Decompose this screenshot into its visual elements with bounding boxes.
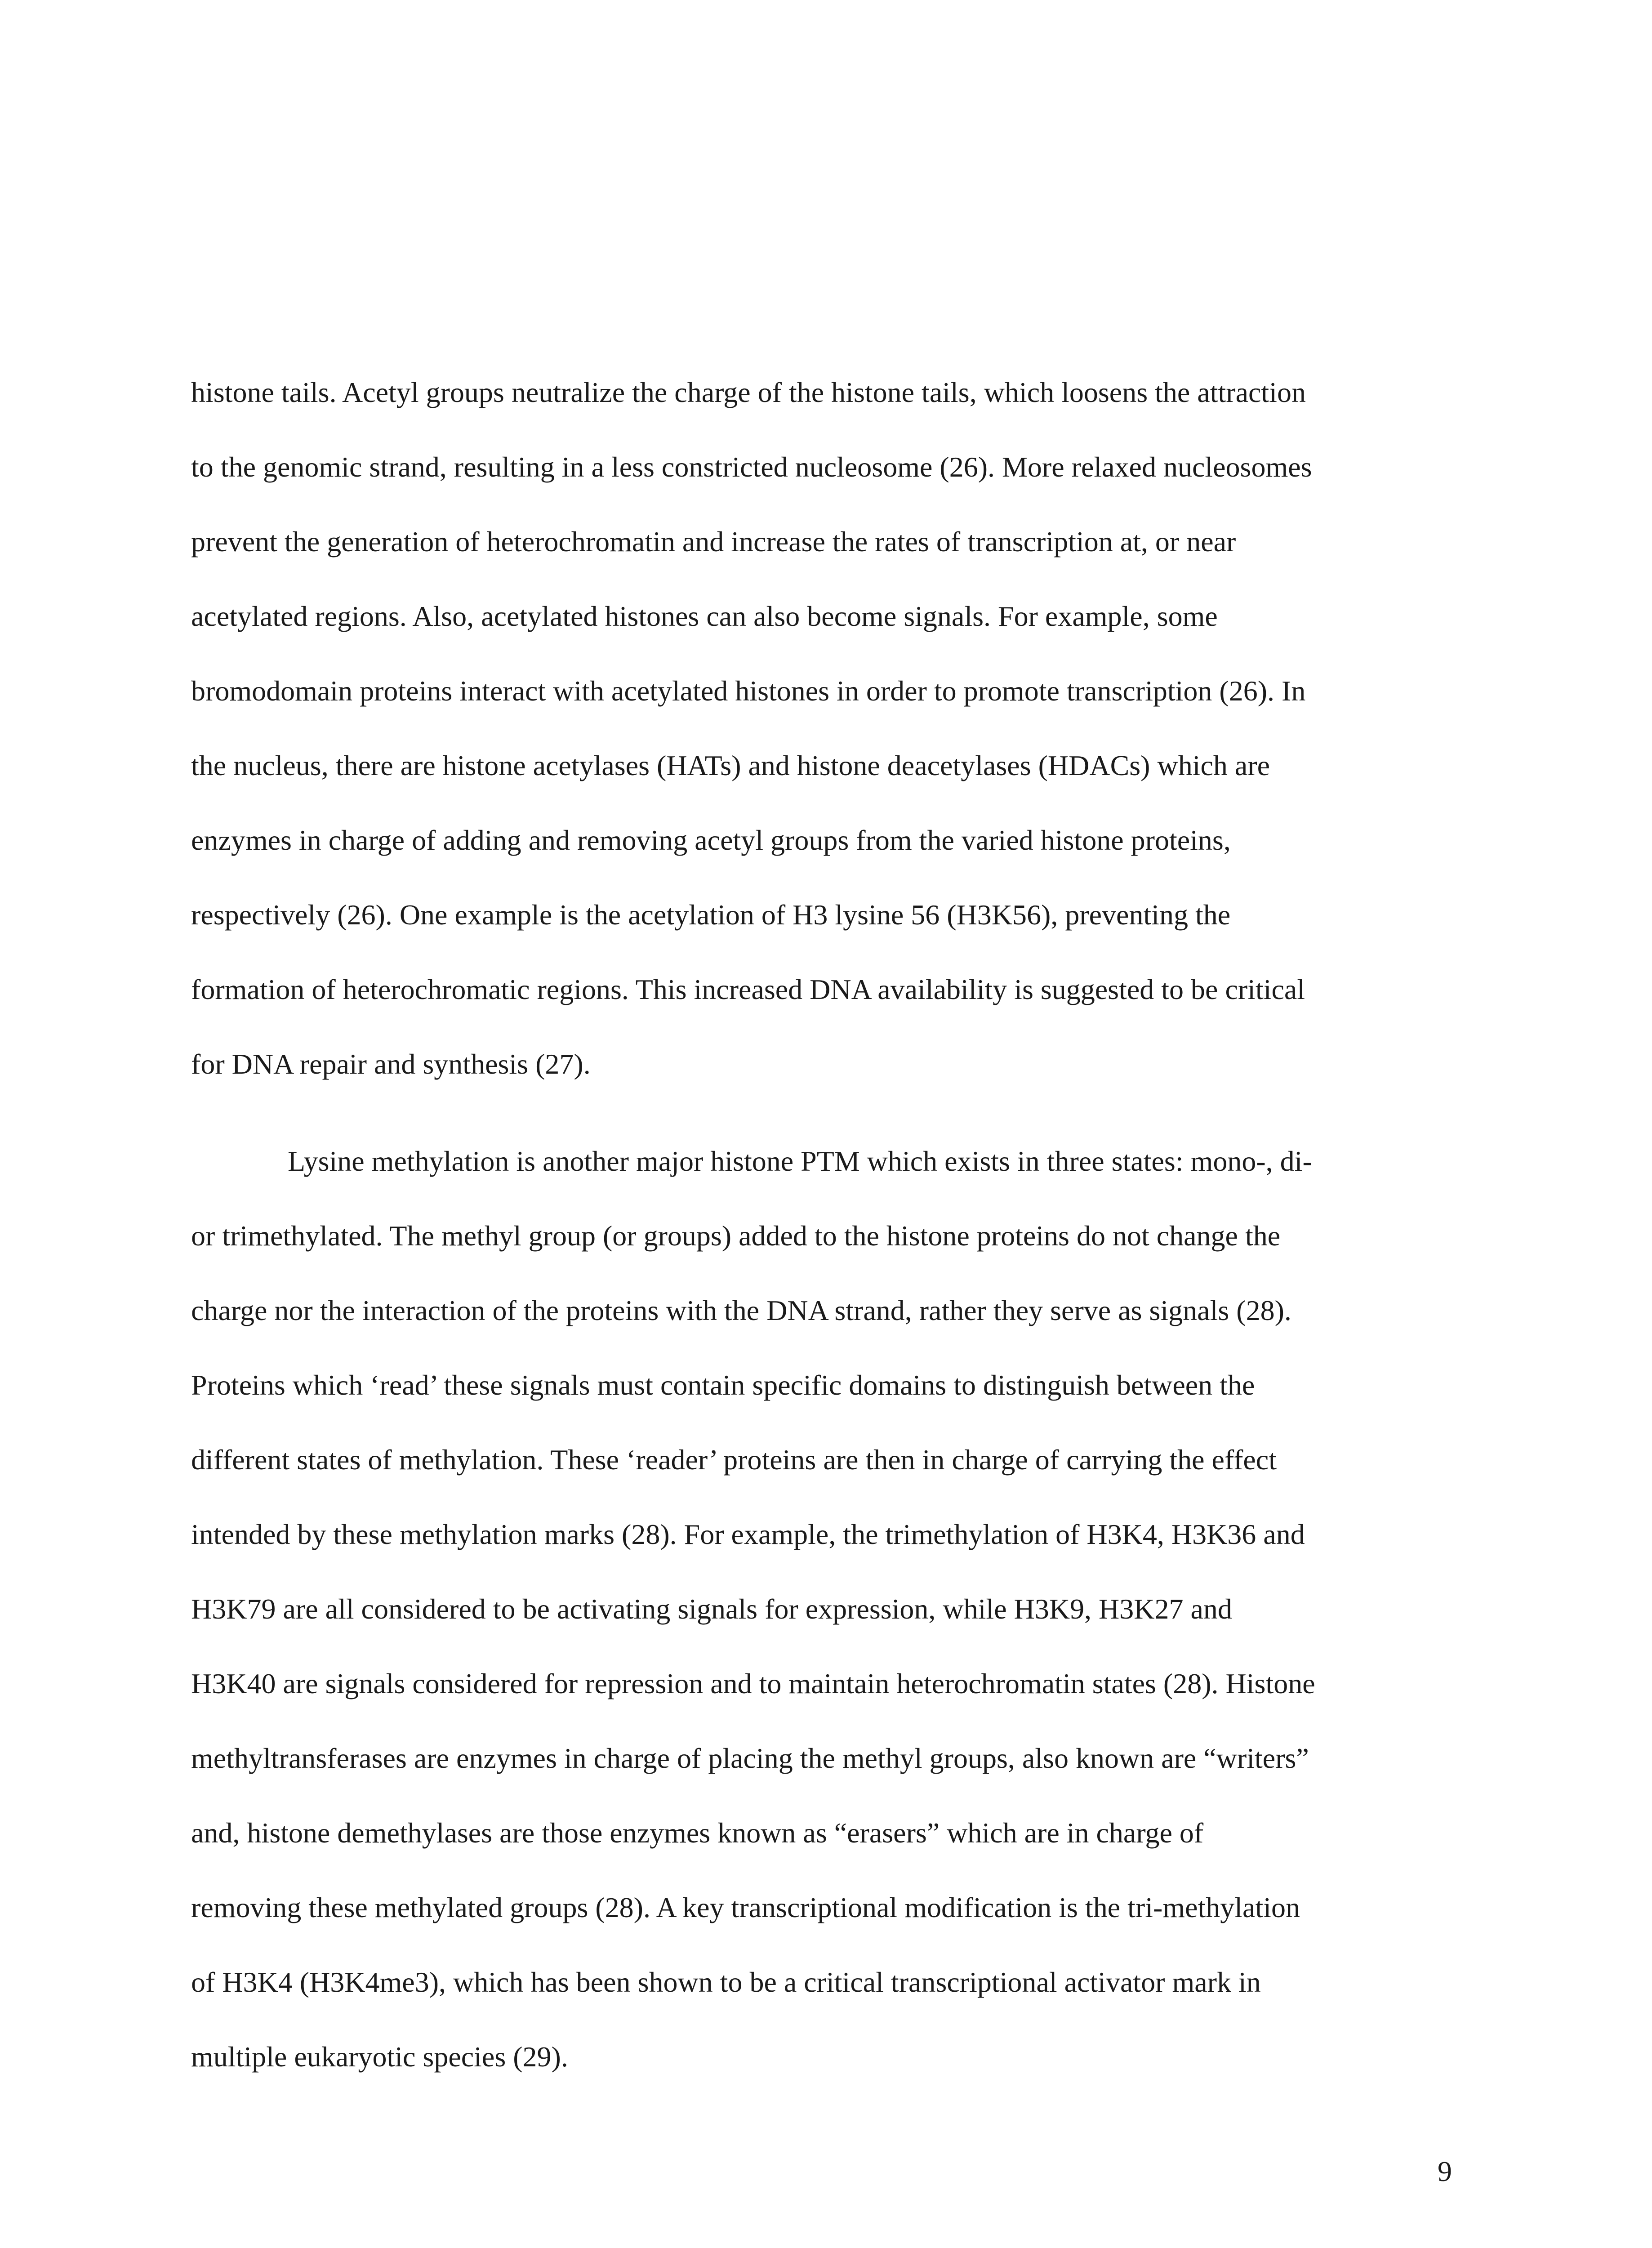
text-line: different states of methylation. These ‘reader’ proteins are then in charge of carrying the effect — [191, 1444, 1277, 1476]
text-line: multiple eukaryotic species (29). — [191, 2041, 568, 2073]
text-line: for DNA repair and synthesis (27). — [191, 1048, 591, 1080]
text-line: of H3K4 (H3K4me3), which has been shown to be a critical transcriptional activator mark in — [191, 1966, 1261, 1998]
text-line: and, histone demethylases are those enzymes known as “erasers” which are in charge of — [191, 1817, 1204, 1849]
text-line: or trimethylated. The methyl group (or groups) added to the histone proteins do not change the — [191, 1220, 1281, 1252]
paragraph-methylation — [191, 1124, 1452, 2094]
paragraph-gap — [191, 1102, 1452, 1124]
text-line: H3K79 are all considered to be activating signals for expression, while H3K9, H3K27 and — [191, 1593, 1232, 1625]
text-line: H3K40 are signals considered for repression and to maintain heterochromatin states (28). Histone — [191, 1668, 1315, 1699]
text-line: respectively (26). One example is the acetylation of H3 lysine 56 (H3K56), preventing the — [191, 899, 1231, 931]
text-line: enzymes in charge of adding and removing acetyl groups from the varied histone proteins, — [191, 824, 1231, 856]
text-line: prevent the generation of heterochromatin and increase the rates of transcription at, or near — [191, 526, 1236, 558]
body-text — [191, 355, 1452, 2094]
text-line: intended by these methylation marks (28). For example, the trimethylation of H3K4, H3K36 and — [191, 1518, 1305, 1550]
text-line: Lysine methylation is another major histone PTM which exists in three states: mono-, di- — [288, 1145, 1312, 1177]
text-line: methyltransferases are enzymes in charge of placing the methyl groups, also known are “writers” — [191, 1742, 1309, 1774]
paragraph-acetylation — [191, 355, 1452, 1102]
text-line: the nucleus, there are histone acetylases (HATs) and histone deacetylases (HDACs) which are — [191, 749, 1270, 781]
text-line: Proteins which ‘read’ these signals must contain specific domains to distinguish between the — [191, 1369, 1255, 1401]
text-line: charge nor the interaction of the proteins with the DNA strand, rather they serve as signals (28). — [191, 1294, 1291, 1326]
text-line: bromodomain proteins interact with acetylated histones in order to promote transcription (26). In — [191, 675, 1306, 707]
text-line: formation of heterochromatic regions. This increased DNA availability is suggested to be critical — [191, 973, 1305, 1005]
text-line: histone tails. Acetyl groups neutralize the charge of the histone tails, which loosens the attraction — [191, 376, 1306, 408]
page-number: 9 — [1438, 2155, 1452, 2187]
text-line: removing these methylated groups (28). A key transcriptional modification is the tri-methylation — [191, 1891, 1300, 1923]
text-line: to the genomic strand, resulting in a less constricted nucleosome (26). More relaxed nucleosomes — [191, 451, 1312, 483]
text-line: acetylated regions. Also, acetylated histones can also become signals. For example, some — [191, 600, 1218, 632]
